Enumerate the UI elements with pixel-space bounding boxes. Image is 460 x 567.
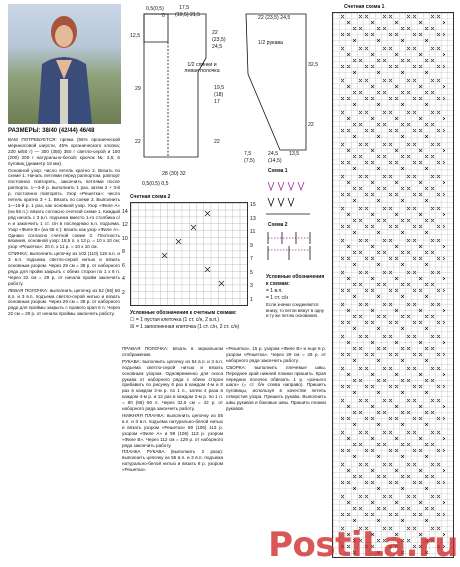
sleeve-bottom-0: 7,5 xyxy=(244,151,252,157)
schema-2-title: Схема 2 xyxy=(268,222,288,228)
legend-1-item-empty: ☐ = 1 пустая клеточка (1 ст. с/н, 2 в.п.) xyxy=(130,317,220,323)
body-top-3: (19,5) 21,5 xyxy=(175,12,201,18)
assembly-text: СБОРКА: выполнить плечевые швы. Переднее край нижней планки пришить. Края передних полочек обвязать 1 р. «рачьего шага» (= ст. б/н слева направо). Пришить пуговицы, используя в качестве петель отверстия узора. Пришить рукава. Выполнить швы рукавов и боковые швы. Пришить планки рукавов. xyxy=(226,364,326,412)
body-left-0: 12,5 xyxy=(130,33,141,39)
grid2-row-9: 9 xyxy=(250,243,253,249)
crochet-chart-2 xyxy=(262,228,320,268)
grid2-row-14: 14 xyxy=(122,209,128,215)
body-right-6: 22 xyxy=(214,139,220,145)
body-top-1: 0 xyxy=(162,13,165,19)
body-right-4: (18) xyxy=(214,92,224,98)
grid2-row-8: 8 xyxy=(122,249,125,255)
bottom-band-text: НИЖНЯЯ ПЛАНКА: выполнить цепочку из 55 в.п. и 3 в.п. подъема натурально-белой нитью и вязать узором «Решетка» 99 (106) 113 р. узором «Филе А» и 99 (106) 113 р. узором «Филе В». Через 112 см = 129 р. от наборного ряда закончить работу. xyxy=(122,412,223,448)
body-left-1: 29 xyxy=(135,86,141,92)
body-right-2: 24,5 xyxy=(212,44,223,50)
grid2-row-10: 10 xyxy=(122,236,128,242)
sleeves-text: РУКАВА: выполнить цепочку из 54 в.п. и 3 в.п. подъема светло-серой нитью и вязать основным узором. Одновременно для скоса рукава от наборного ряда с обеих сторон прибавить по рисунку 6 раз в каждом 4-м и 8 раз в каждом 2-м р. по 1 п., затем 4 раза в каждом 4-м р. и 12 раз в каждом 2-м р. по 1 п. = 80 (86) 90 п. Через 32,5 см = 42 р. от наборного ряда закончить работу. xyxy=(122,358,223,412)
right-column-text xyxy=(226,346,326,413)
legend-1 xyxy=(130,310,260,331)
body-right-1: (23,5) xyxy=(212,37,226,43)
sleeve-center-label: 1/2 рукава xyxy=(258,40,283,46)
legend-1-item-empty-text: = 1 пустая клеточка (1 ст. с/н, 2 в.п.) xyxy=(135,317,220,323)
back-text: СПИНКА: выполнить цепочку из 102 (110) 118 в.п. и 3 в.п. подъема светло-серой нитью и вязать основным узором. Через 29 см = 38 р. от наборного ряда для пройм закрыть с обеих сторон по 1 х 6 п. Через 22 см = 29 р. от начала пройм закончить работу. xyxy=(8,251,120,286)
sleeve-bottom-2: 24,5 xyxy=(268,151,279,157)
count-chart-2-grid xyxy=(130,202,248,306)
patterns-text: Основной узор: число петель кратно 2. Вязать по схеме 1. Начать петлями перед раппортом, раппорт постоянно повторять, закончить петлями после раппорта. 1—3-й р. выполнить 1 раз, затем 2 + 3-й р. постоянно повторять. Узор «Решетка»: число петель кратно 3 + 1. Вязать по схеме 2. Выполнить 1—15-й р. 1 раз, как основной узор. Узор «Филе А» (на 55 п.): вязать согласно счетной схеме 1. Каждый ряд начать с 3 в.п. подъема вместо 1-го столбика с/н и закончить 1 ст. с/н в последнюю в.п. подъема. Узор «Филе В» (на 55 п.): вязать как узор «Филе А». Однако согласно счетной схеме 2. Плотность вязания, основной узор: 18,5 п. х 13 р. = 10 х 10 см; узор «Решетка»: 20 п. х 11 р. = 10 х 10 см. xyxy=(8,167,120,250)
grid2-row-12: 12 xyxy=(122,222,128,228)
materials-text: ВАМ ПОТРЕБУЕТСЯ: пряжа (55% органической мериносовой шерсти, 45% органического хлопка; 230 м/50 г) — 300 (350) 350 г светло-серой и 150 (200) 200 г натурально-белой; крючок № 3,5; 6 пуговиц (диаметр 18 мм). xyxy=(8,137,120,166)
grid2-row-7: 7 xyxy=(250,256,253,262)
sleeve-bottom-4: 13,5 xyxy=(289,151,300,157)
legend-2-title: Условные обозначения к схемам: xyxy=(266,274,325,287)
count-chart-1-grid xyxy=(332,12,454,558)
body-top-2: 17,5 xyxy=(179,5,190,11)
body-top-0: 0,5(0,5) xyxy=(146,6,164,12)
sleeve-top: 22 (23,5) 24,5 xyxy=(258,15,291,21)
count-chart-1-title: Счетная схема 1 xyxy=(344,4,385,10)
grid2-row-5: 5 xyxy=(250,270,253,276)
left-front-text: ЛЕВАЯ ПОЛОЧКА: выполнить цепочку из 52 (56) 60 в.п. и 3 в.п. подъема светло-серой нитью и вязать основным узором. Через 29 см = 38 р. от наборного ряда для проймы закрыть с правого края 6 п. Через 22 см = 29 р. от начала проймы закончить работу. xyxy=(8,287,120,317)
grid2-row-2: 2 xyxy=(122,290,125,296)
legend-2-item-chain: = 1 в.п. xyxy=(266,288,283,294)
body-right-3: 19,5 xyxy=(214,85,225,91)
sizes-line: РАЗМЕРЫ: 38/40 (42/44) 46/48 xyxy=(8,128,95,134)
schema-1-title: Схема 1 xyxy=(268,168,288,174)
grid2-row-11: 11 xyxy=(250,229,256,235)
left-column-text xyxy=(8,137,120,318)
body-bottom-0: 28 (30) 32 xyxy=(162,171,186,177)
grid2-row-1: 1 xyxy=(250,297,253,303)
body-right-5: 17 xyxy=(214,99,220,105)
middle-column-text xyxy=(122,346,223,474)
continuation-text: «Решетка», 15 р. узором «Филе В» и еще 8 р. узором «Решетка». Через 29 см = 29 р. от наборного ряда закончить работу. xyxy=(226,346,326,363)
model-photo xyxy=(8,4,121,124)
right-front-text: ПРАВАЯ ПОЛОЧКА: вязать в зеркальном отображении. xyxy=(122,346,223,357)
sleeve-right-0: 32,5 xyxy=(308,62,319,68)
grid2-row-4: 4 xyxy=(122,276,125,282)
sleeve-pattern-diagram xyxy=(236,2,328,164)
legend-1-item-filled: ☒ = 1 заполненная клеточка (1 ст. с/н, 2 ст. с/н) xyxy=(130,324,240,330)
sleeve-bottom-3: (14,5) xyxy=(268,158,282,164)
watermark-logo: PostiLa.ru xyxy=(268,525,458,565)
grid2-row-13: 13 xyxy=(250,216,256,222)
body-center-label: 1/2 спинки и левая полочка xyxy=(184,62,220,74)
legend-2 xyxy=(266,274,326,319)
body-bottom-1: 0,5(0,5) 0,5 xyxy=(142,181,169,187)
grid2-row-15: 15 xyxy=(250,202,256,208)
sleeve-band-text: ПЛАНКА РУКАВА (выполнить 2 раза): выполнить цепочку из 55 в.п. и 3 в.п. подъема натурально-белой нитью и вязать 8 р. узором «Решетка». xyxy=(122,449,223,473)
legend-1-item-filled-text: = 1 заполненная клеточка (1 ст. с/н, 2 ст. с/н) xyxy=(135,324,240,330)
body-right-0: 22 xyxy=(212,30,218,36)
grid2-row-3: 3 xyxy=(250,283,253,289)
sleeve-right-1: 22 xyxy=(308,122,314,128)
count-chart-2-title: Счетная схема 2 xyxy=(130,194,171,200)
legend-1-title: Условные обозначения к счетным схемам: xyxy=(130,310,237,316)
grid2-row-6: 6 xyxy=(122,263,125,269)
sleeve-bottom-1: (7,5) xyxy=(244,158,255,164)
body-left-2: 22 xyxy=(135,139,141,145)
legend-2-item-dc: = 1 ст. с/н xyxy=(266,295,289,301)
legend-2-note: Если значки соединяются внизу, то петли вяжут в одну и ту же петлю основания. xyxy=(266,302,324,318)
crochet-chart-1 xyxy=(262,174,320,220)
